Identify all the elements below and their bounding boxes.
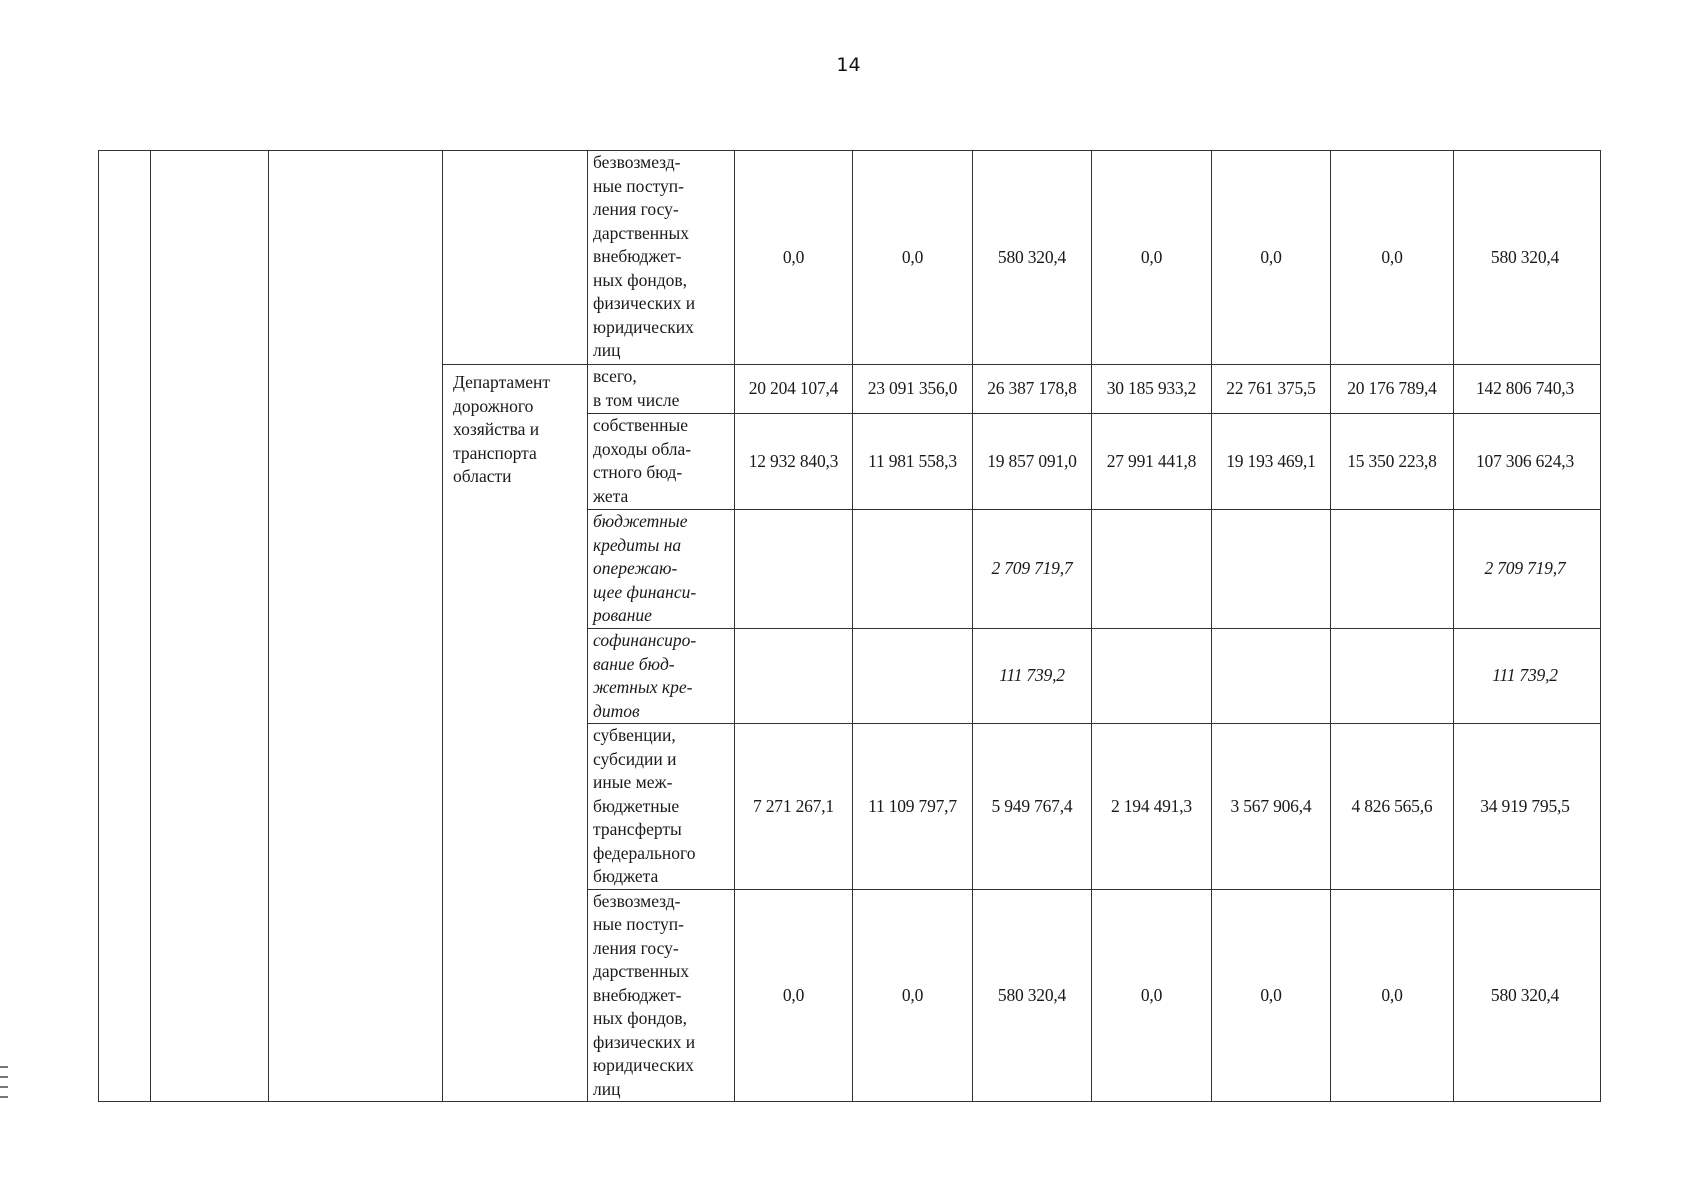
value-cell [853,629,973,724]
row-label: безвозмезд- ные поступ- ления госу- дарственных внебюджет- ных фондов, физических и юридических лиц [588,889,735,1102]
total-cell: 107 306 624,3 [1454,414,1601,510]
value-cell: 0,0 [853,889,973,1102]
value-cell [735,510,853,629]
value-cell [1212,510,1331,629]
empty-cell-col4 [443,151,588,365]
value-cell: 0,0 [1092,889,1212,1102]
value-cell: 23 091 356,0 [853,365,973,414]
value-cell: 20 204 107,4 [735,365,853,414]
value-cell: 0,0 [1331,151,1454,365]
value-cell: 19 193 469,1 [1212,414,1331,510]
total-cell: 580 320,4 [1454,151,1601,365]
department-name: Департамент дорожного хозяйства и транспорта области [443,365,588,1102]
value-cell: 0,0 [1331,889,1454,1102]
empty-cell-col1 [99,151,151,1102]
value-cell: 30 185 933,2 [1092,365,1212,414]
value-cell: 0,0 [1092,151,1212,365]
row-label: всего, в том числе [588,365,735,414]
row-label: софинансиро- вание бюд- жетных кре- дитов [588,629,735,724]
value-cell [853,510,973,629]
value-cell: 0,0 [735,151,853,365]
value-cell: 11 109 797,7 [853,724,973,890]
value-cell: 12 932 840,3 [735,414,853,510]
budget-table [98,150,1601,1102]
value-cell [1212,629,1331,724]
value-cell: 4 826 565,6 [1331,724,1454,890]
scan-mark [0,1086,8,1088]
value-cell: 0,0 [735,889,853,1102]
value-cell: 27 991 441,8 [1092,414,1212,510]
value-cell: 11 981 558,3 [853,414,973,510]
value-cell [1331,629,1454,724]
value-cell: 5 949 767,4 [973,724,1092,890]
value-cell: 0,0 [1212,151,1331,365]
row-label: безвозмезд- ные поступ- ления госу- дарственных внебюджет- ных фондов, физических и юридических лиц [588,151,735,365]
value-cell: 19 857 091,0 [973,414,1092,510]
empty-cell-col2 [151,151,269,1102]
scan-mark [0,1076,8,1078]
value-cell: 111 739,2 [973,629,1092,724]
value-cell: 580 320,4 [973,151,1092,365]
scan-mark [0,1066,8,1068]
value-cell: 15 350 223,8 [1331,414,1454,510]
row-label: бюджетные кредиты на опережаю- щее финанси- рование [588,510,735,629]
value-cell: 0,0 [1212,889,1331,1102]
scan-mark [0,1096,8,1098]
total-cell: 34 919 795,5 [1454,724,1601,890]
row-label: субвенции, субсидии и иные меж- бюджетные трансферты федерального бюджета [588,724,735,890]
value-cell [1092,629,1212,724]
value-cell [1092,510,1212,629]
total-cell: 111 739,2 [1454,629,1601,724]
value-cell: 580 320,4 [973,889,1092,1102]
empty-cell-col3 [269,151,443,1102]
table-row [99,151,1601,365]
total-cell: 142 806 740,3 [1454,365,1601,414]
value-cell: 2 194 491,3 [1092,724,1212,890]
total-cell: 580 320,4 [1454,889,1601,1102]
value-cell [1331,510,1454,629]
page-number: 14 [836,54,861,76]
value-cell: 20 176 789,4 [1331,365,1454,414]
value-cell: 7 271 267,1 [735,724,853,890]
value-cell: 2 709 719,7 [973,510,1092,629]
value-cell: 22 761 375,5 [1212,365,1331,414]
value-cell: 0,0 [853,151,973,365]
value-cell: 26 387 178,8 [973,365,1092,414]
row-label: собственные доходы обла- стного бюд- жета [588,414,735,510]
value-cell [735,629,853,724]
total-cell: 2 709 719,7 [1454,510,1601,629]
value-cell: 3 567 906,4 [1212,724,1331,890]
